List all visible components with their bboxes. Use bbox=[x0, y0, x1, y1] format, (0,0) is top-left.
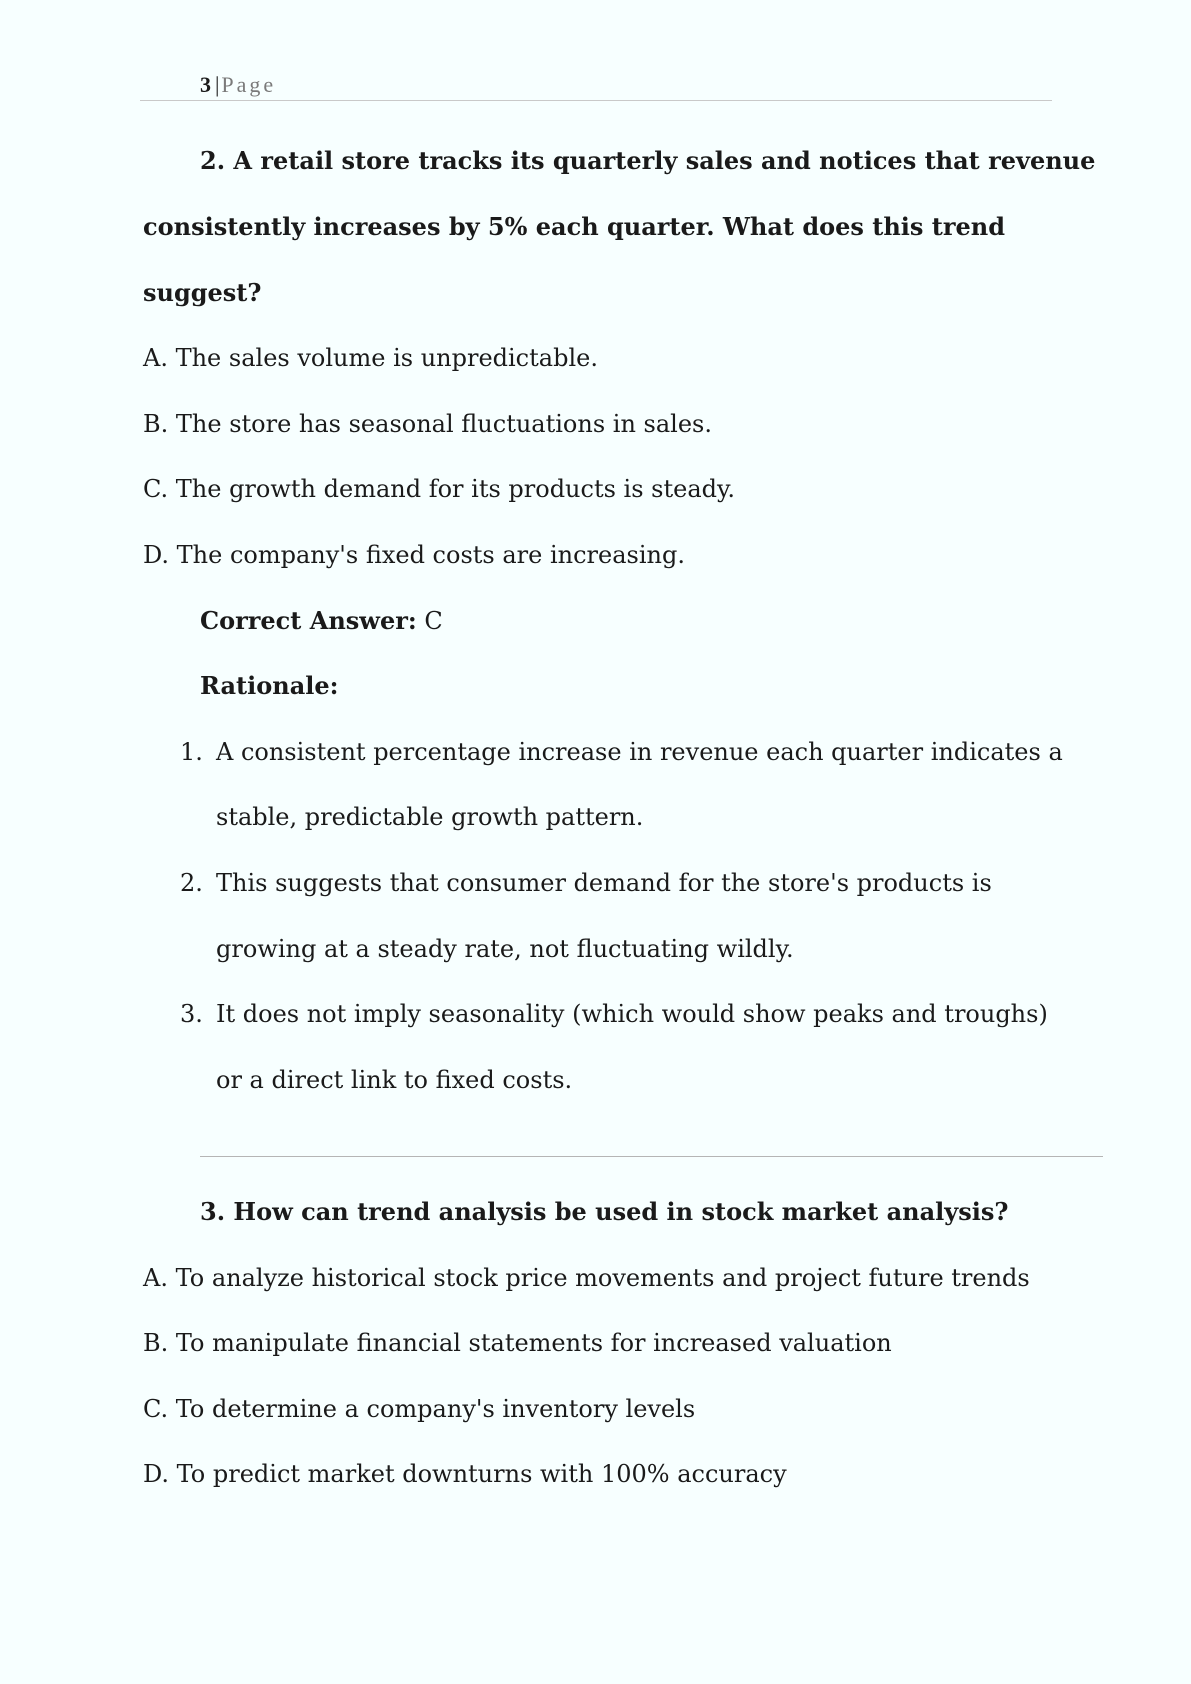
question-3-option-d: D. To predict market downturns with 100% accuracy bbox=[143, 1460, 787, 1488]
section-divider bbox=[200, 1156, 1103, 1157]
question-2-stem-line-1: 2. A retail store tracks its quarterly sales and notices that revenue bbox=[200, 146, 1096, 175]
rationale-item-2-line-2: growing at a steady rate, not fluctuating wildly. bbox=[216, 935, 794, 963]
rationale-item-2-number: 2. bbox=[180, 869, 203, 897]
rationale-item-1-number: 1. bbox=[180, 738, 203, 766]
question-2-stem-line-2: consistently increases by 5% each quarter. What does this trend bbox=[143, 212, 1005, 241]
question-2-option-b: B. The store has seasonal fluctuations in sales. bbox=[143, 410, 712, 438]
question-2-stem-line-3: suggest? bbox=[143, 278, 262, 307]
correct-answer bbox=[200, 606, 443, 636]
question-2-option-c: C. The growth demand for its products is steady. bbox=[143, 475, 735, 503]
correct-answer-value: C bbox=[424, 607, 443, 635]
rationale-item-1-line-1: A consistent percentage increase in revenue each quarter indicates a bbox=[216, 738, 1063, 766]
question-2-option-a: A. The sales volume is unpredictable. bbox=[143, 344, 598, 372]
rationale-item-3-line-1: It does not imply seasonality (which would show peaks and troughs) bbox=[216, 1000, 1048, 1028]
rationale-label: Rationale: bbox=[200, 671, 339, 700]
page-label: Page bbox=[221, 72, 277, 97]
question-3-option-a: A. To analyze historical stock price movements and project future trends bbox=[143, 1264, 1030, 1292]
header-rule bbox=[140, 100, 1052, 101]
rationale-item-3-number: 3. bbox=[180, 1000, 203, 1028]
page-number: 3 bbox=[200, 72, 211, 97]
question-3-option-c: C. To determine a company's inventory levels bbox=[143, 1395, 696, 1423]
correct-answer-label: Correct Answer: bbox=[200, 606, 417, 635]
rationale-item-3-line-2: or a direct link to fixed costs. bbox=[216, 1066, 573, 1094]
page-separator: | bbox=[215, 72, 220, 97]
rationale-item-1-line-2: stable, predictable growth pattern. bbox=[216, 803, 644, 831]
page-header bbox=[200, 72, 276, 98]
question-3-option-b: B. To manipulate financial statements for increased valuation bbox=[143, 1329, 892, 1357]
question-3-stem: 3. How can trend analysis be used in stock market analysis? bbox=[200, 1197, 1009, 1226]
question-2-option-d: D. The company's fixed costs are increasing. bbox=[143, 541, 685, 569]
rationale-item-2-line-1: This suggests that consumer demand for the store's products is bbox=[216, 869, 992, 897]
